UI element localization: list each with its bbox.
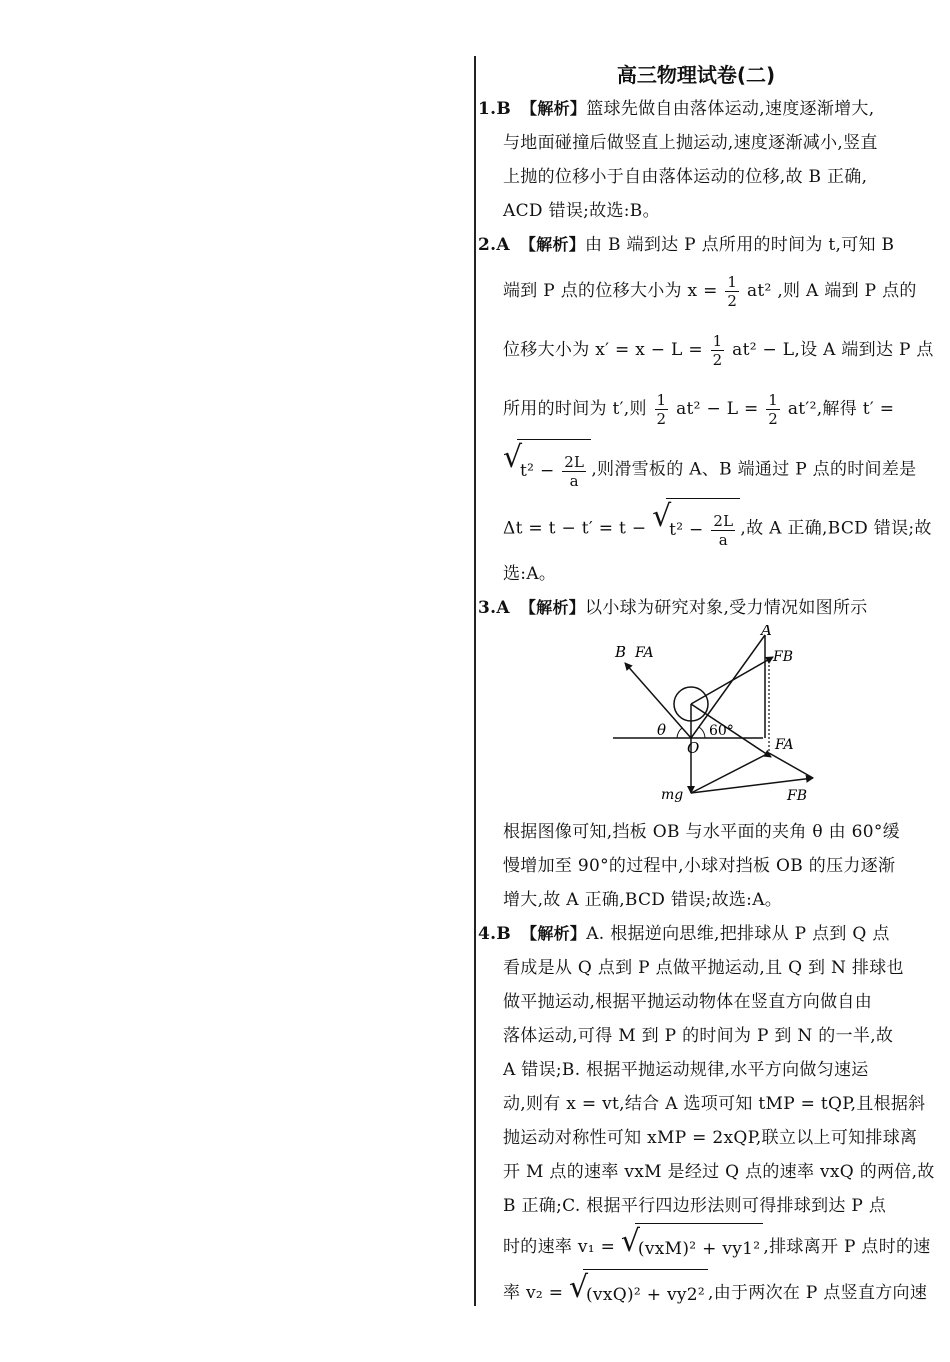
q4-text-10a: 时的速率 v₁ =	[503, 1237, 616, 1257]
force-FA-link	[691, 753, 769, 793]
q1-text-4: ACD 错误;故选:B。	[503, 201, 660, 221]
q4-text-4: 落体运动,可得 M 到 P 的时间为 P 到 N 的一半,故	[503, 1026, 894, 1046]
q4-text-1: A. 根据逆向思维,把排球从 P 点到 Q 点	[586, 924, 890, 944]
label-60: 60°	[709, 723, 734, 739]
answer-column	[478, 58, 935, 1315]
q2-line-6	[478, 498, 932, 557]
fraction-half	[711, 332, 725, 369]
sqrt-sign: √	[569, 1270, 589, 1305]
q2-text-2a: 端到 P 点的位移大小为 x =	[503, 281, 718, 301]
sqrt-body: (vxM)² + vy1²	[635, 1223, 763, 1272]
frac-denominator: a	[718, 531, 728, 549]
q4-text-11a: 率 v₂ =	[503, 1283, 564, 1303]
frac-denominator: 2	[768, 410, 779, 428]
q4-text-10b: ,排球离开 P 点时的速	[763, 1237, 931, 1257]
label-FA-top: FA	[635, 645, 654, 661]
q1-text-1: 篮球先做自由落体运动,速度逐渐增大,	[586, 99, 875, 119]
q3-text-1: 以小球为研究对象,受力情况如图所示	[585, 598, 868, 618]
q3-tag: 【解析】	[519, 598, 586, 617]
frac-numerator: 1	[712, 332, 723, 350]
sqrt-sign: √	[652, 499, 672, 534]
q4-text-8: 开 M 点的速率 vxM 是经过 Q 点的速率 vxQ 的两倍,故	[503, 1162, 935, 1182]
label-A: A	[761, 625, 772, 639]
q2-text-4b: at² − L =	[676, 399, 759, 419]
sqrt-body	[517, 439, 591, 501]
q2-text-5: ,则滑雪板的 A、B 端通过 P 点的时间差是	[591, 459, 917, 480]
q4-tag: 【解析】	[521, 924, 587, 943]
q3-text-4: 增大,故 A 正确,BCD 错误;故选:A。	[503, 890, 783, 910]
q2-text-6a: Δt = t − t′ = t −	[503, 518, 647, 539]
force-diagram	[478, 625, 914, 815]
frac-denominator: 2	[656, 410, 667, 428]
label-O: O	[687, 739, 700, 757]
q2-text-4c: at′²,解得 t′ =	[787, 399, 895, 419]
label-mg: mg	[661, 787, 684, 803]
q4-line-11	[478, 1269, 928, 1315]
label-FB-bottom: FB	[787, 788, 808, 804]
sqrt-body: (vxQ)² + vy2²	[583, 1269, 708, 1318]
q4-text-7: 抛运动对称性可知 xMP = 2xQP,联立以上可知排球离	[503, 1128, 918, 1148]
label-B: B	[615, 643, 627, 661]
sqrt-sign: √	[503, 440, 523, 475]
q4-text-2: 看成是从 Q 点到 P 点做平抛运动,且 Q 到 N 排球也	[503, 958, 904, 978]
q1-number: 1.B	[478, 99, 512, 119]
sqrt-sign: √	[620, 1224, 641, 1259]
sqrt-body	[666, 498, 740, 560]
q2-line-5	[478, 439, 917, 498]
fraction-2L-a	[562, 453, 586, 490]
label-theta: θ	[657, 721, 667, 739]
sqrt-v1	[621, 1223, 763, 1272]
q4-text-5: A 错误;B. 根据平抛运动规律,水平方向做匀速运	[503, 1060, 869, 1080]
sqrt-t2: t² −	[669, 520, 704, 540]
label-FB-top: FB	[773, 649, 794, 665]
frac-numerator: 1	[768, 391, 779, 409]
q2-text-3b: at² − L,设 A 端到达 P 点	[732, 340, 934, 360]
q3-line-1	[478, 591, 914, 625]
q4-line-10	[478, 1223, 931, 1269]
q3-text-2: 根据图像可知,挡板 OB 与水平面的夹角 θ 由 60°缓	[503, 822, 900, 842]
q3-text-3: 慢增加至 90°的过程中,小球对挡板 OB 的压力逐渐	[503, 856, 896, 876]
q2-line-4	[478, 380, 914, 439]
q2-line-1	[478, 228, 914, 262]
q1-text-3: 上抛的位移小于自由落体运动的位移,故 B 正确,	[503, 167, 868, 187]
frac-denominator: 2	[727, 292, 738, 310]
q2-text-7: 选:A。	[503, 564, 557, 584]
sixty-arc	[699, 727, 705, 738]
sqrt-v2	[569, 1269, 708, 1318]
frac-denominator: a	[569, 472, 579, 490]
q4-text-9: B 正确;C. 根据平行四边形法则可得排球到达 P 点	[503, 1196, 887, 1216]
q4-text-6: 动,则有 x = vt,结合 A 选项可知 tMP = tQP,且根据斜	[503, 1094, 926, 1114]
fraction-half	[725, 273, 739, 310]
q1-line-1	[478, 92, 914, 126]
q4-text-11b: ,由于两次在 P 点竖直方向速	[708, 1283, 928, 1303]
q2-line-3	[478, 321, 934, 380]
q2-text-4a: 所用的时间为 t′,则	[503, 399, 647, 419]
force-closing-line	[769, 753, 813, 778]
q4-number: 4.B	[478, 924, 512, 944]
q2-text-2b: at² ,则 A 端到 P 点的	[746, 281, 917, 301]
q4-line-1	[478, 917, 914, 951]
frac-numerator: 1	[656, 391, 667, 409]
frac-numerator: 2L	[713, 512, 734, 530]
q3-number: 3.A	[478, 598, 510, 618]
q2-text-6b: ,故 A 正确,BCD 错误;故	[740, 518, 932, 539]
q2-line-2	[478, 262, 917, 321]
fraction-half	[655, 391, 669, 428]
fraction-half	[766, 391, 780, 428]
fraction-2L-a	[711, 512, 735, 549]
q2-text-1: 由 B 端到达 P 点所用的时间为 t,可知 B	[585, 235, 895, 255]
label-FA-bottom: FA	[775, 737, 794, 753]
frac-numerator: 1	[727, 273, 738, 291]
sqrt-expression	[503, 439, 591, 501]
sqrt-expression	[652, 498, 740, 560]
force-FB-top	[691, 657, 773, 704]
q1-text-2: 与地面碰撞后做竖直上抛运动,速度逐渐减小,竖直	[503, 133, 878, 153]
q2-text-3a: 位移大小为 x′ = x − L =	[503, 340, 703, 360]
page-title: 高三物理试卷(二)	[616, 63, 776, 87]
q2-tag: 【解析】	[519, 235, 586, 254]
frac-numerator: 2L	[564, 453, 585, 471]
frac-denominator: 2	[712, 351, 723, 369]
sqrt-t2: t² −	[520, 461, 555, 481]
q1-tag: 【解析】	[521, 99, 587, 118]
column-divider	[474, 56, 476, 1306]
theta-arc	[677, 728, 682, 738]
force-diagram-svg	[613, 625, 833, 815]
q4-text-3: 做平抛运动,根据平抛运动物体在竖直方向做自由	[503, 992, 873, 1012]
q2-number: 2.A	[478, 235, 510, 255]
